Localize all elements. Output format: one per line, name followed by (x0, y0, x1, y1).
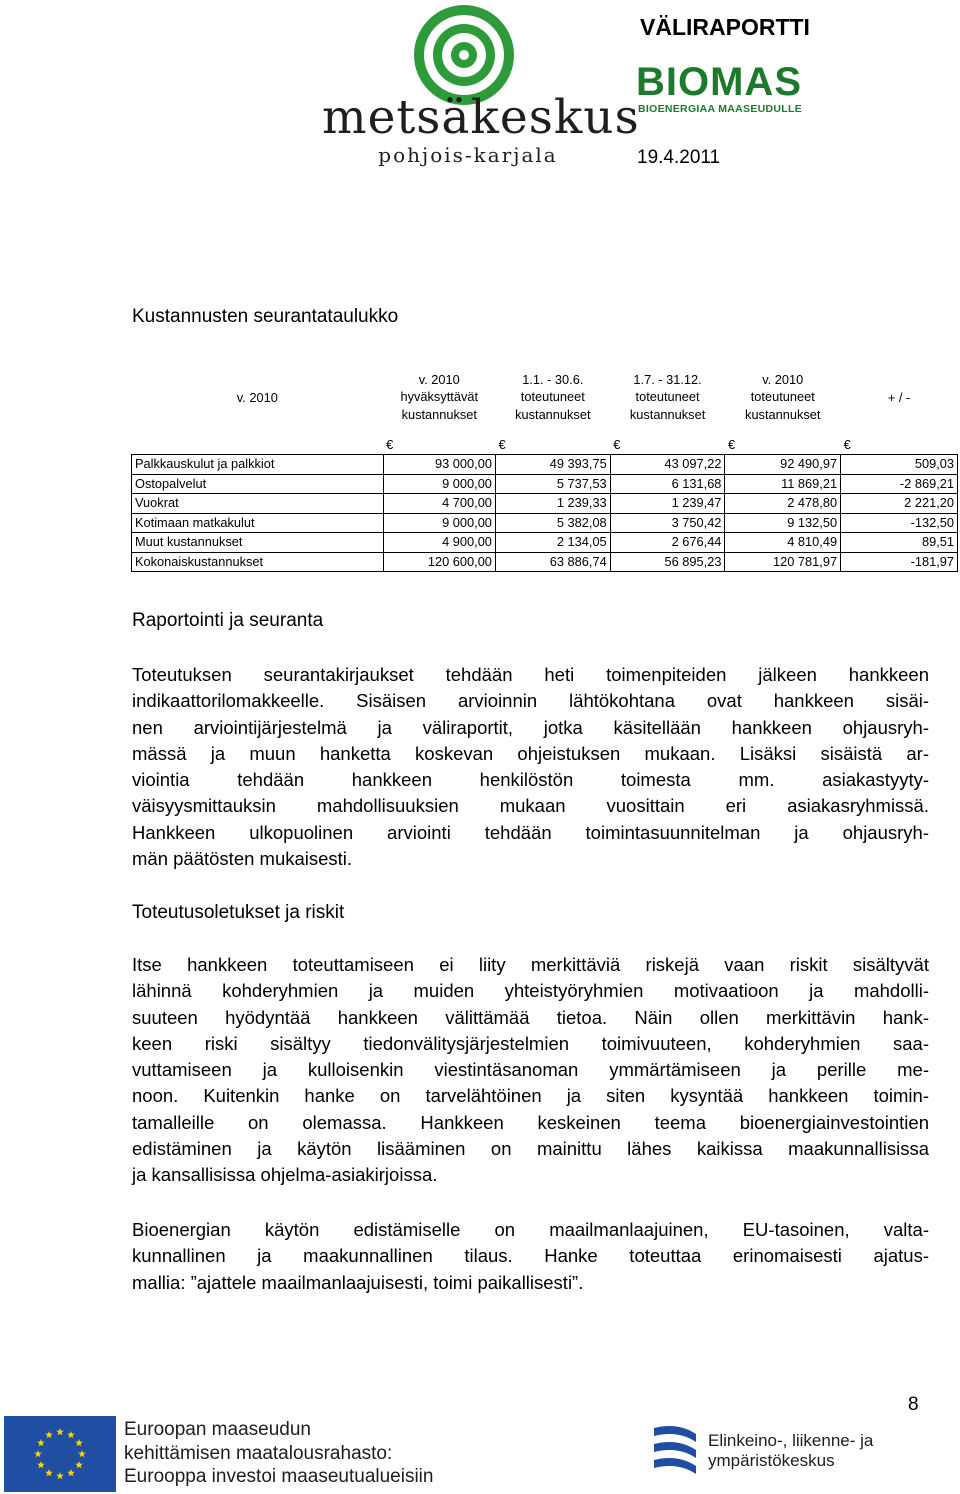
text-line: ja kansallisissa ohjelma-asiakirjoissa. (132, 1164, 438, 1186)
document-type: VÄLIRAPORTTI (640, 14, 810, 40)
table-cell: 4 810,49 (725, 533, 841, 553)
reporting-paragraph (132, 662, 929, 872)
table-cell: 92 490,97 (725, 455, 841, 475)
table-cell: 120 781,97 (725, 552, 841, 572)
eu-fund-text (124, 1418, 433, 1489)
risks-paragraph-2 (132, 1217, 929, 1296)
table-cell: 4 900,00 (383, 533, 495, 553)
table-cell: 5 737,53 (495, 474, 610, 494)
table-row (132, 533, 958, 553)
project-logo-text: BIOMAS (636, 60, 802, 104)
table-row (132, 552, 958, 572)
euro-empty (132, 436, 384, 455)
org-name: metsäkeskus (322, 90, 640, 145)
ely-text-line: Elinkeino-, liikenne- ja (708, 1431, 874, 1450)
cost-section-title: Kustannusten seurantataulukko (132, 306, 399, 327)
row-label: Kokonaiskustannukset (132, 552, 384, 572)
cost-table (131, 358, 958, 572)
text-line: indikaattorilomakkeelle. Sisäisen arvioinnin lähtökohtana ovat hankkeen sisäi- (132, 690, 929, 712)
ely-centre-text (708, 1431, 873, 1471)
text-line: män päätösten mukaisesti. (132, 848, 353, 870)
text-line: vuttamiseen ja kulloisenkin viestintäsanoman ymmärtämiseen ja perille me- (132, 1059, 929, 1081)
euro-label: € (727, 437, 736, 452)
table-row (132, 474, 958, 494)
table-cell: 120 600,00 (383, 552, 495, 572)
table-cell: 11 869,21 (725, 474, 841, 494)
euro-label: € (843, 437, 851, 452)
text-line: lähinnä kohderyhmien ja muiden yhteistyöryhmien motivaatioon ja mahdolli- (132, 980, 929, 1002)
table-cell: 49 393,75 (495, 455, 610, 475)
table-cell: 5 382,08 (495, 513, 610, 533)
ely-logo-icon (650, 1422, 702, 1478)
page-number: 8 (908, 1394, 919, 1415)
eu-flag-icon (4, 1416, 116, 1492)
table-cell: 6 131,68 (610, 474, 725, 494)
table-header-diff: + / - (887, 389, 911, 405)
reporting-section-title: Raportointi ja seuranta (132, 610, 324, 631)
table-cell: -132,50 (841, 513, 958, 533)
table-cell: 4 700,00 (383, 494, 495, 514)
org-region: pohjois-karjala (378, 143, 558, 167)
table-header-h1: 1.1. - 30.6. toteutuneet kustannukset (515, 371, 591, 422)
table-cell: 2 134,05 (495, 533, 610, 553)
row-label: Palkkauskulut ja palkkiot (132, 455, 384, 475)
ely-text-line: ympäristökeskus (708, 1451, 835, 1470)
table-header-first: v. 2010 (236, 389, 278, 405)
table-row (132, 513, 958, 533)
table-cell: 2 676,44 (610, 533, 725, 553)
table-cell: 89,51 (841, 533, 958, 553)
table-cell: -181,97 (841, 552, 958, 572)
table-cell: 509,03 (841, 455, 958, 475)
table-header-approved: v. 2010 hyväksyttävät kustannukset (400, 371, 479, 422)
table-row (132, 494, 958, 514)
table-cell: 9 000,00 (383, 513, 495, 533)
row-label: Vuokrat (132, 494, 384, 514)
row-label: Kotimaan matkakulut (132, 513, 384, 533)
text-line: noon. Kuitenkin hanke on tarvelähtöinen ja siten kysyntää hankkeen toimin- (132, 1085, 929, 1107)
biomas-logo (636, 62, 806, 122)
euro-label: € (498, 437, 506, 452)
table-cell: 63 886,74 (495, 552, 610, 572)
table-cell: 3 750,42 (610, 513, 725, 533)
text-line: mässä ja muun hanketta koskevan ohjeistuksen mukaan. Lisäksi sisäistä ar- (132, 742, 929, 764)
row-label: Muut kustannukset (132, 533, 384, 553)
text-line: kunnallinen ja maakunnallinen tilaus. Hanke toteuttaa erinomaisesti ajatus- (132, 1245, 929, 1267)
eu-text-line: Euroopan maaseudun (124, 1419, 311, 1440)
table-row (132, 455, 958, 475)
table-cell: 93 000,00 (383, 455, 495, 475)
project-tagline: BIOENERGIAA MAASEUDULLE (638, 103, 803, 115)
metsakeskus-logo (318, 0, 640, 175)
text-line: keen riski sisältyy tiedonvälitysjärjestelmien toimivuuteen, kohderyhmien saa- (132, 1032, 929, 1054)
table-header-actual: v. 2010 toteutuneet kustannukset (745, 371, 821, 422)
document-date: 19.4.2011 (637, 147, 721, 168)
text-line: väisyysmittauksin mahdollisuuksien mukaan vuosittain eri asiakasryhmissä. (132, 795, 929, 817)
table-cell: 9 132,50 (725, 513, 841, 533)
risks-section-title: Toteutusoletukset ja riskit (132, 902, 345, 923)
row-label: Ostopalvelut (132, 474, 384, 494)
table-cell: 56 895,23 (610, 552, 725, 572)
euro-label: € (386, 437, 394, 452)
table-header-h2: 1.7. - 31.12. toteutuneet kustannukset (629, 371, 706, 422)
text-line: viointia tehdään hankkeen henkilöstön toimesta mm. asiakastyyty- (132, 769, 929, 791)
table-cell: 2 221,20 (841, 494, 958, 514)
text-line: Itse hankkeen toteuttamiseen ei liity merkittäviä riskejä vaan riskit sisältyvät (132, 954, 929, 975)
eu-text-line: Eurooppa investoi maaseutualueisiin (124, 1466, 434, 1487)
text-line: Hankkeen ulkopuolinen arviointi tehdään toimintasuunnitelman ja ohjausryh- (132, 821, 929, 843)
text-line: Toteutuksen seurantakirjaukset tehdään heti toimenpiteiden jälkeen hankkeen (132, 664, 929, 685)
risks-paragraph-1 (132, 952, 929, 1189)
text-line: mallia: ”ajattele maailmanlaajuisesti, toimi paikallisesti”. (132, 1271, 584, 1293)
table-cell: 9 000,00 (383, 474, 495, 494)
table-cell: 43 097,22 (610, 455, 725, 475)
table-cell: -2 869,21 (841, 474, 958, 494)
text-line: tamalleille on olemassa. Hankkeen keskeinen teema bioenergiainvestointien (132, 1111, 929, 1133)
text-line: nen arviointijärjestelmä ja väliraportit, jotka käsitellään hankkeen ohjausryh- (132, 716, 929, 738)
text-line: suuteen hyödyntää hankkeen välittämää tietoa. Näin ollen merkittävin hank- (132, 1006, 929, 1028)
text-line: edistäminen ja käytön lisääminen on mainittu lähes kaikissa maakunnallisissa (132, 1138, 929, 1160)
euro-label: € (613, 437, 621, 452)
eu-text-line: kehittämisen maatalousrahasto: (124, 1442, 393, 1464)
table-cell: 1 239,47 (610, 494, 725, 514)
table-cell: 1 239,33 (495, 494, 610, 514)
table-cell: 2 478,80 (725, 494, 841, 514)
text-line: Bioenergian käytön edistämiselle on maailmanlaajuinen, EU-tasoinen, valta- (132, 1219, 929, 1240)
